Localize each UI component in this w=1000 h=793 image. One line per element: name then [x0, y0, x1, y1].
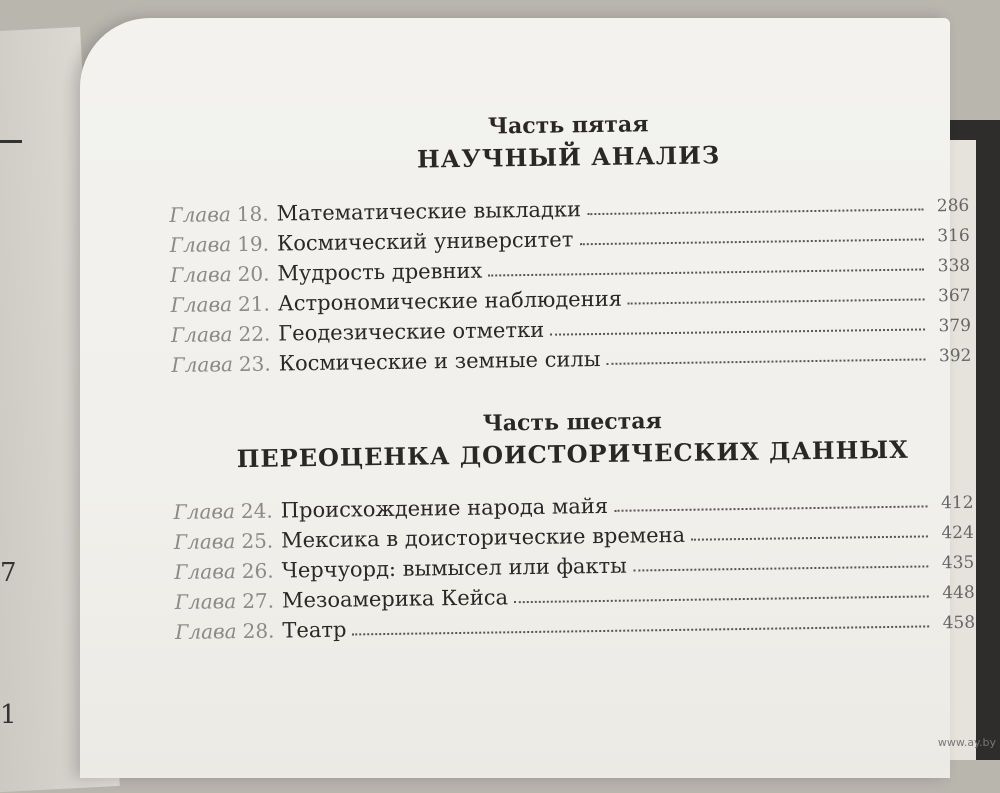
chapter-prefix: Глава: [170, 322, 233, 347]
chapter-number: 22.: [238, 321, 271, 347]
page-number: 286: [936, 195, 970, 217]
dot-leader: [633, 565, 928, 571]
dot-leader: [614, 505, 927, 511]
chapter-title: Космические и земные силы: [278, 346, 601, 376]
chapter-prefix: Глава: [171, 352, 234, 377]
part-label: Часть шестая: [482, 408, 663, 437]
page-number: 435: [941, 552, 975, 574]
dot-leader: [579, 238, 923, 245]
chapter-number: 23.: [238, 351, 271, 377]
page-number: 338: [937, 255, 971, 277]
part-six-heading: [172, 404, 973, 474]
chapter-number: 18.: [236, 201, 269, 227]
dot-leader: [514, 595, 929, 603]
part-six-chapters: [173, 483, 975, 644]
dot-leader: [607, 358, 926, 364]
page-number: 412: [940, 492, 974, 514]
dot-leader: [550, 328, 925, 335]
dot-leader: [628, 298, 925, 304]
page-number: 424: [941, 522, 975, 544]
left-page-rule: [0, 140, 22, 143]
chapter-prefix: Глава: [169, 202, 231, 227]
chapter-prefix: Глава: [170, 262, 232, 287]
chapter-title: Театр: [282, 617, 347, 643]
page-number: 448: [942, 582, 975, 604]
chapter-title: Математические выкладки: [276, 197, 582, 226]
dot-leader: [691, 535, 928, 540]
page-number: 367: [937, 285, 971, 307]
chapter-title: Мезоамерика Кейса: [281, 585, 509, 613]
chapter-title: Черчуорд: вымысел или факты: [281, 553, 628, 583]
chapter-prefix: Глава: [169, 232, 232, 257]
page-number: 316: [937, 225, 970, 247]
part-title: ПЕРЕОЦЕНКА ДОИСТОРИЧЕСКИХ ДАННЫХ: [236, 434, 909, 474]
chapter-number: 24.: [240, 498, 273, 524]
dot-leader: [488, 268, 924, 276]
page-number: 458: [942, 612, 976, 634]
dot-leader: [587, 208, 923, 215]
left-page-digit: 1: [0, 700, 17, 730]
chapter-title: Происхождение народа майя: [280, 493, 609, 523]
chapter-title: Геодезические отметки: [278, 317, 545, 346]
chapter-number: 21.: [237, 291, 271, 317]
part-label: Часть пятая: [487, 111, 649, 140]
page-number: 379: [938, 315, 972, 337]
chapter-number: 27.: [242, 588, 275, 614]
chapter-title: Мудрость древних: [277, 258, 483, 286]
chapter-prefix: Глава: [173, 529, 236, 554]
chapter-prefix: Глава: [173, 499, 236, 524]
page-number: 392: [938, 345, 972, 367]
part-five-chapters: [169, 186, 971, 377]
watermark: www.ay.by: [937, 736, 996, 749]
chapter-number: 26.: [241, 558, 274, 584]
chapter-prefix: Глава: [175, 619, 237, 644]
dot-leader: [353, 625, 930, 635]
chapter-prefix: Глава: [174, 559, 236, 584]
part-five-heading: [168, 107, 969, 177]
chapter-number: 19.: [237, 231, 270, 257]
chapter-prefix: Глава: [170, 292, 233, 317]
chapter-title: Космический университет: [276, 227, 574, 256]
chapter-number: 28.: [242, 618, 275, 644]
part-title: НАУЧНЫЙ АНАЛИЗ: [416, 140, 721, 174]
table-of-contents: [168, 107, 975, 644]
chapter-number: 25.: [241, 528, 274, 554]
chapter-prefix: Глава: [174, 589, 237, 614]
chapter-number: 20.: [237, 261, 270, 287]
chapter-title: Астрономические наблюдения: [277, 286, 623, 316]
left-page-digit: 7: [0, 558, 17, 588]
chapter-title: Мексика в доисторические времена: [281, 522, 686, 553]
